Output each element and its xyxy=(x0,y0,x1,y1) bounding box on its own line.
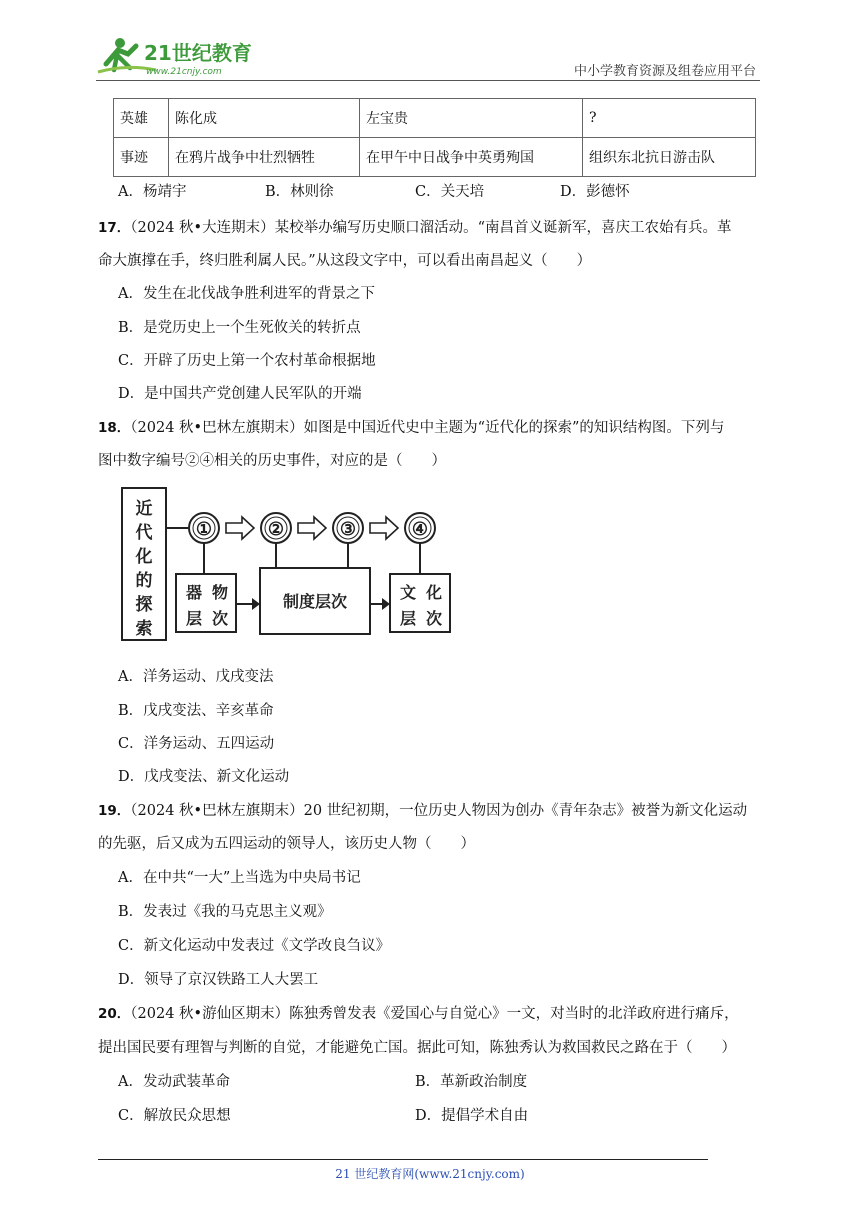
table-cell: 在鸦片战争中壮烈牺牲 xyxy=(169,138,360,177)
q20-option-a: A．发动武装革命 xyxy=(118,1074,230,1090)
svg-text:次: 次 xyxy=(425,609,443,628)
side-label-char: 探 xyxy=(135,595,153,615)
q20-option-b: B．革新政治制度 xyxy=(415,1074,528,1090)
q17-line-1 xyxy=(98,218,732,238)
table-cell: 左宝贵 xyxy=(360,99,583,138)
q19-text: （2024 秋•巴林左旗期末）20 世纪初期，一位历史人物因为创办《青年杂志》被誉为新文化运动 xyxy=(130,803,748,819)
modernization-diagram xyxy=(118,484,458,646)
arrow-right-icon xyxy=(370,517,398,539)
hero-table xyxy=(113,98,756,177)
q20-number: 20． xyxy=(98,1006,131,1022)
table-cell: ? xyxy=(583,99,756,138)
arrow-right-icon xyxy=(226,517,254,539)
side-label-char: 化 xyxy=(135,547,153,567)
q17-option-b: B．是党历史上一个生死攸关的转折点 xyxy=(118,320,361,336)
table-cell: 组织东北抗日游击队 xyxy=(583,138,756,177)
logo-url: www.21cnjy.com xyxy=(146,67,222,77)
logo-text: 21世纪教育 xyxy=(144,41,252,65)
q16-option-d: D．彭德怀 xyxy=(560,184,630,200)
footer-divider xyxy=(98,1159,708,1160)
svg-text:次: 次 xyxy=(211,609,229,628)
q18-option-d: D．戊戌变法、新文化运动 xyxy=(118,769,290,785)
q18-option-c: C．洋务运动、五四运动 xyxy=(118,736,275,752)
svg-text:器: 器 xyxy=(185,583,203,602)
svg-text:文: 文 xyxy=(399,583,417,602)
header-divider xyxy=(96,80,760,81)
q16-option-a: A．杨靖宇 xyxy=(118,184,187,200)
arrow-right-icon xyxy=(298,517,326,539)
site-logo xyxy=(96,34,266,78)
svg-text:层: 层 xyxy=(185,609,203,628)
q19-option-b: B．发表过《我的马克思主义观》 xyxy=(118,904,332,920)
node-2 xyxy=(261,513,291,543)
logo-runner-icon xyxy=(96,34,266,78)
table-cell: 在甲午中日战争中英勇殉国 xyxy=(360,138,583,177)
node-label: ④ xyxy=(411,519,429,540)
q20-text: （2024 秋•游仙区期末）陈独秀曾发表《爱国心与自觉心》一文，对当时的北洋政府进行痛斥， xyxy=(130,1006,739,1022)
q20-line-1 xyxy=(98,1004,739,1024)
q20-option-c: C．解放民众思想 xyxy=(118,1108,231,1124)
q16-option-c: C．关天培 xyxy=(415,184,485,200)
q20-line-2: 提出国民要有理智与判断的自觉，才能避免亡国。据此可知，陈独秀认为救国救民之路在于（ ） xyxy=(98,1040,736,1056)
arrow-right-icon xyxy=(382,598,390,610)
q19-line-1 xyxy=(98,801,747,821)
q19-option-d: D．领导了京汉铁路工人大罢工 xyxy=(118,972,319,988)
table-cell: 事迹 xyxy=(114,138,169,177)
q17-option-a: A．发生在北伐战争胜利进军的背景之下 xyxy=(118,286,375,302)
svg-text:物: 物 xyxy=(211,583,229,602)
svg-text:层: 层 xyxy=(399,609,417,628)
footer-link[interactable]: 21 世纪教育网(www.21cnjy.com) xyxy=(335,1167,525,1181)
node-label: ③ xyxy=(339,519,357,540)
node-3 xyxy=(333,513,363,543)
svg-text:制度层次: 制度层次 xyxy=(282,592,348,611)
node-4 xyxy=(405,513,435,543)
q19-number: 19． xyxy=(98,803,131,819)
table-row xyxy=(114,99,756,138)
q17-option-d: D．是中国共产党创建人民军队的开端 xyxy=(118,386,362,402)
q18-text: （2024 秋•巴林左旗期末）如图是中国近代史中主题为“近代化的探索”的知识结构图。下列与 xyxy=(130,420,725,436)
q19-option-c: C．新文化运动中发表过《文学改良刍议》 xyxy=(118,938,391,954)
side-label-char: 代 xyxy=(135,523,153,543)
q20-option-d: D．提倡学术自由 xyxy=(415,1108,529,1124)
table-cell: 英雄 xyxy=(114,99,169,138)
svg-text:化: 化 xyxy=(425,583,443,602)
table-cell: 陈化成 xyxy=(169,99,360,138)
arrow-right-icon xyxy=(252,598,260,610)
node-1 xyxy=(189,513,219,543)
side-label-char: 索 xyxy=(135,619,153,639)
q18-line-2: 图中数字编号②④相关的历史事件，对应的是（ ） xyxy=(98,453,446,469)
q19-line-2: 的先驱，后又成为五四运动的领导人，该历史人物（ ） xyxy=(98,836,475,852)
q18-option-a: A．洋务运动、戊戌变法 xyxy=(118,669,274,685)
q18-number: 18． xyxy=(98,420,131,436)
q17-line-2: 命大旗撑在手，终归胜利属人民。”从这段文字中，可以看出南昌起义（ ） xyxy=(98,253,592,269)
side-label-char: 的 xyxy=(135,571,153,591)
side-label-char: 近 xyxy=(135,499,153,519)
q18-line-1 xyxy=(98,418,724,438)
q16-option-b: B．林则徐 xyxy=(265,184,334,200)
node-label: ② xyxy=(267,519,285,540)
platform-name: 中小学教育资源及组卷应用平台 xyxy=(573,64,756,79)
q17-number: 17． xyxy=(98,220,131,236)
q18-option-b: B．戊戌变法、辛亥革命 xyxy=(118,703,274,719)
node-label: ① xyxy=(195,519,213,540)
q19-option-a: A．在中共“一大”上当选为中央局书记 xyxy=(118,870,361,886)
q17-text: （2024 秋•大连期末）某校举办编写历史顺口溜活动。“南昌首义诞新军，喜庆工农始有兵。革 xyxy=(130,220,732,236)
table-row xyxy=(114,138,756,177)
q17-option-c: C．开辟了历史上第一个农村革命根据地 xyxy=(118,353,376,369)
